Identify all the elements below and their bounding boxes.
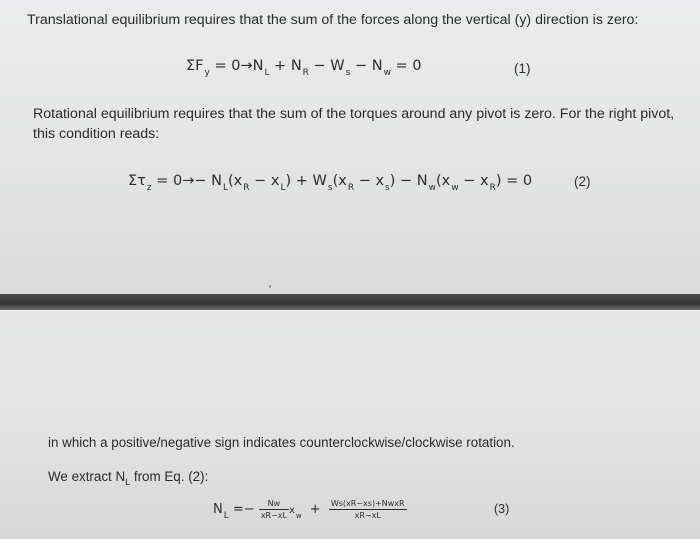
equation-1-number: (1) <box>514 61 531 76</box>
bottom-page-section <box>0 310 700 539</box>
equation-2: $\Sigma\tau_z = 0\to- N_L(x_R - x_L) + W_s(x_R - x_s) - N_w(x_w - x_R) = 0$ <box>128 173 533 193</box>
speck-mark <box>269 285 271 288</box>
equation-1: $\Sigma F_y = 0\to N_L + N_R - W_s - N_w = 0$ <box>186 58 422 78</box>
translational-paragraph: Translational equilibrium requires that the sum of the forces along the vertical (y) direction is zero: <box>27 12 639 28</box>
extract-paragraph: We extract $N_L$ from Eq. (2): <box>48 469 209 487</box>
equation-3: $N_L$ =− $\frac{Nw}{xR-xL}$ $x_w$ + $\frac{\text{Ws(xR−xs)+NwxR}}{xR-xL}$ <box>213 499 405 521</box>
page-divider <box>0 294 700 310</box>
equation-3-number: (3) <box>494 502 510 516</box>
eq3-fraction-2: $\frac{\text{Ws(xR−xs)+NwxR}}{xR-xL}$ <box>330 499 405 520</box>
eq3-fraction-1: $\frac{Nw}{xR-xL}$ <box>260 499 287 520</box>
eq1-sigma: ΣF <box>186 58 204 74</box>
equation-2-number: (2) <box>574 174 591 189</box>
rotational-paragraph: Rotational equilibrium requires that the sum of the torques around any pivot is zero. For the right pivot, this condition reads: <box>33 106 675 142</box>
sign-convention-paragraph: in which a positive/negative sign indicates counterclockwise/clockwise rotation. <box>48 435 515 450</box>
